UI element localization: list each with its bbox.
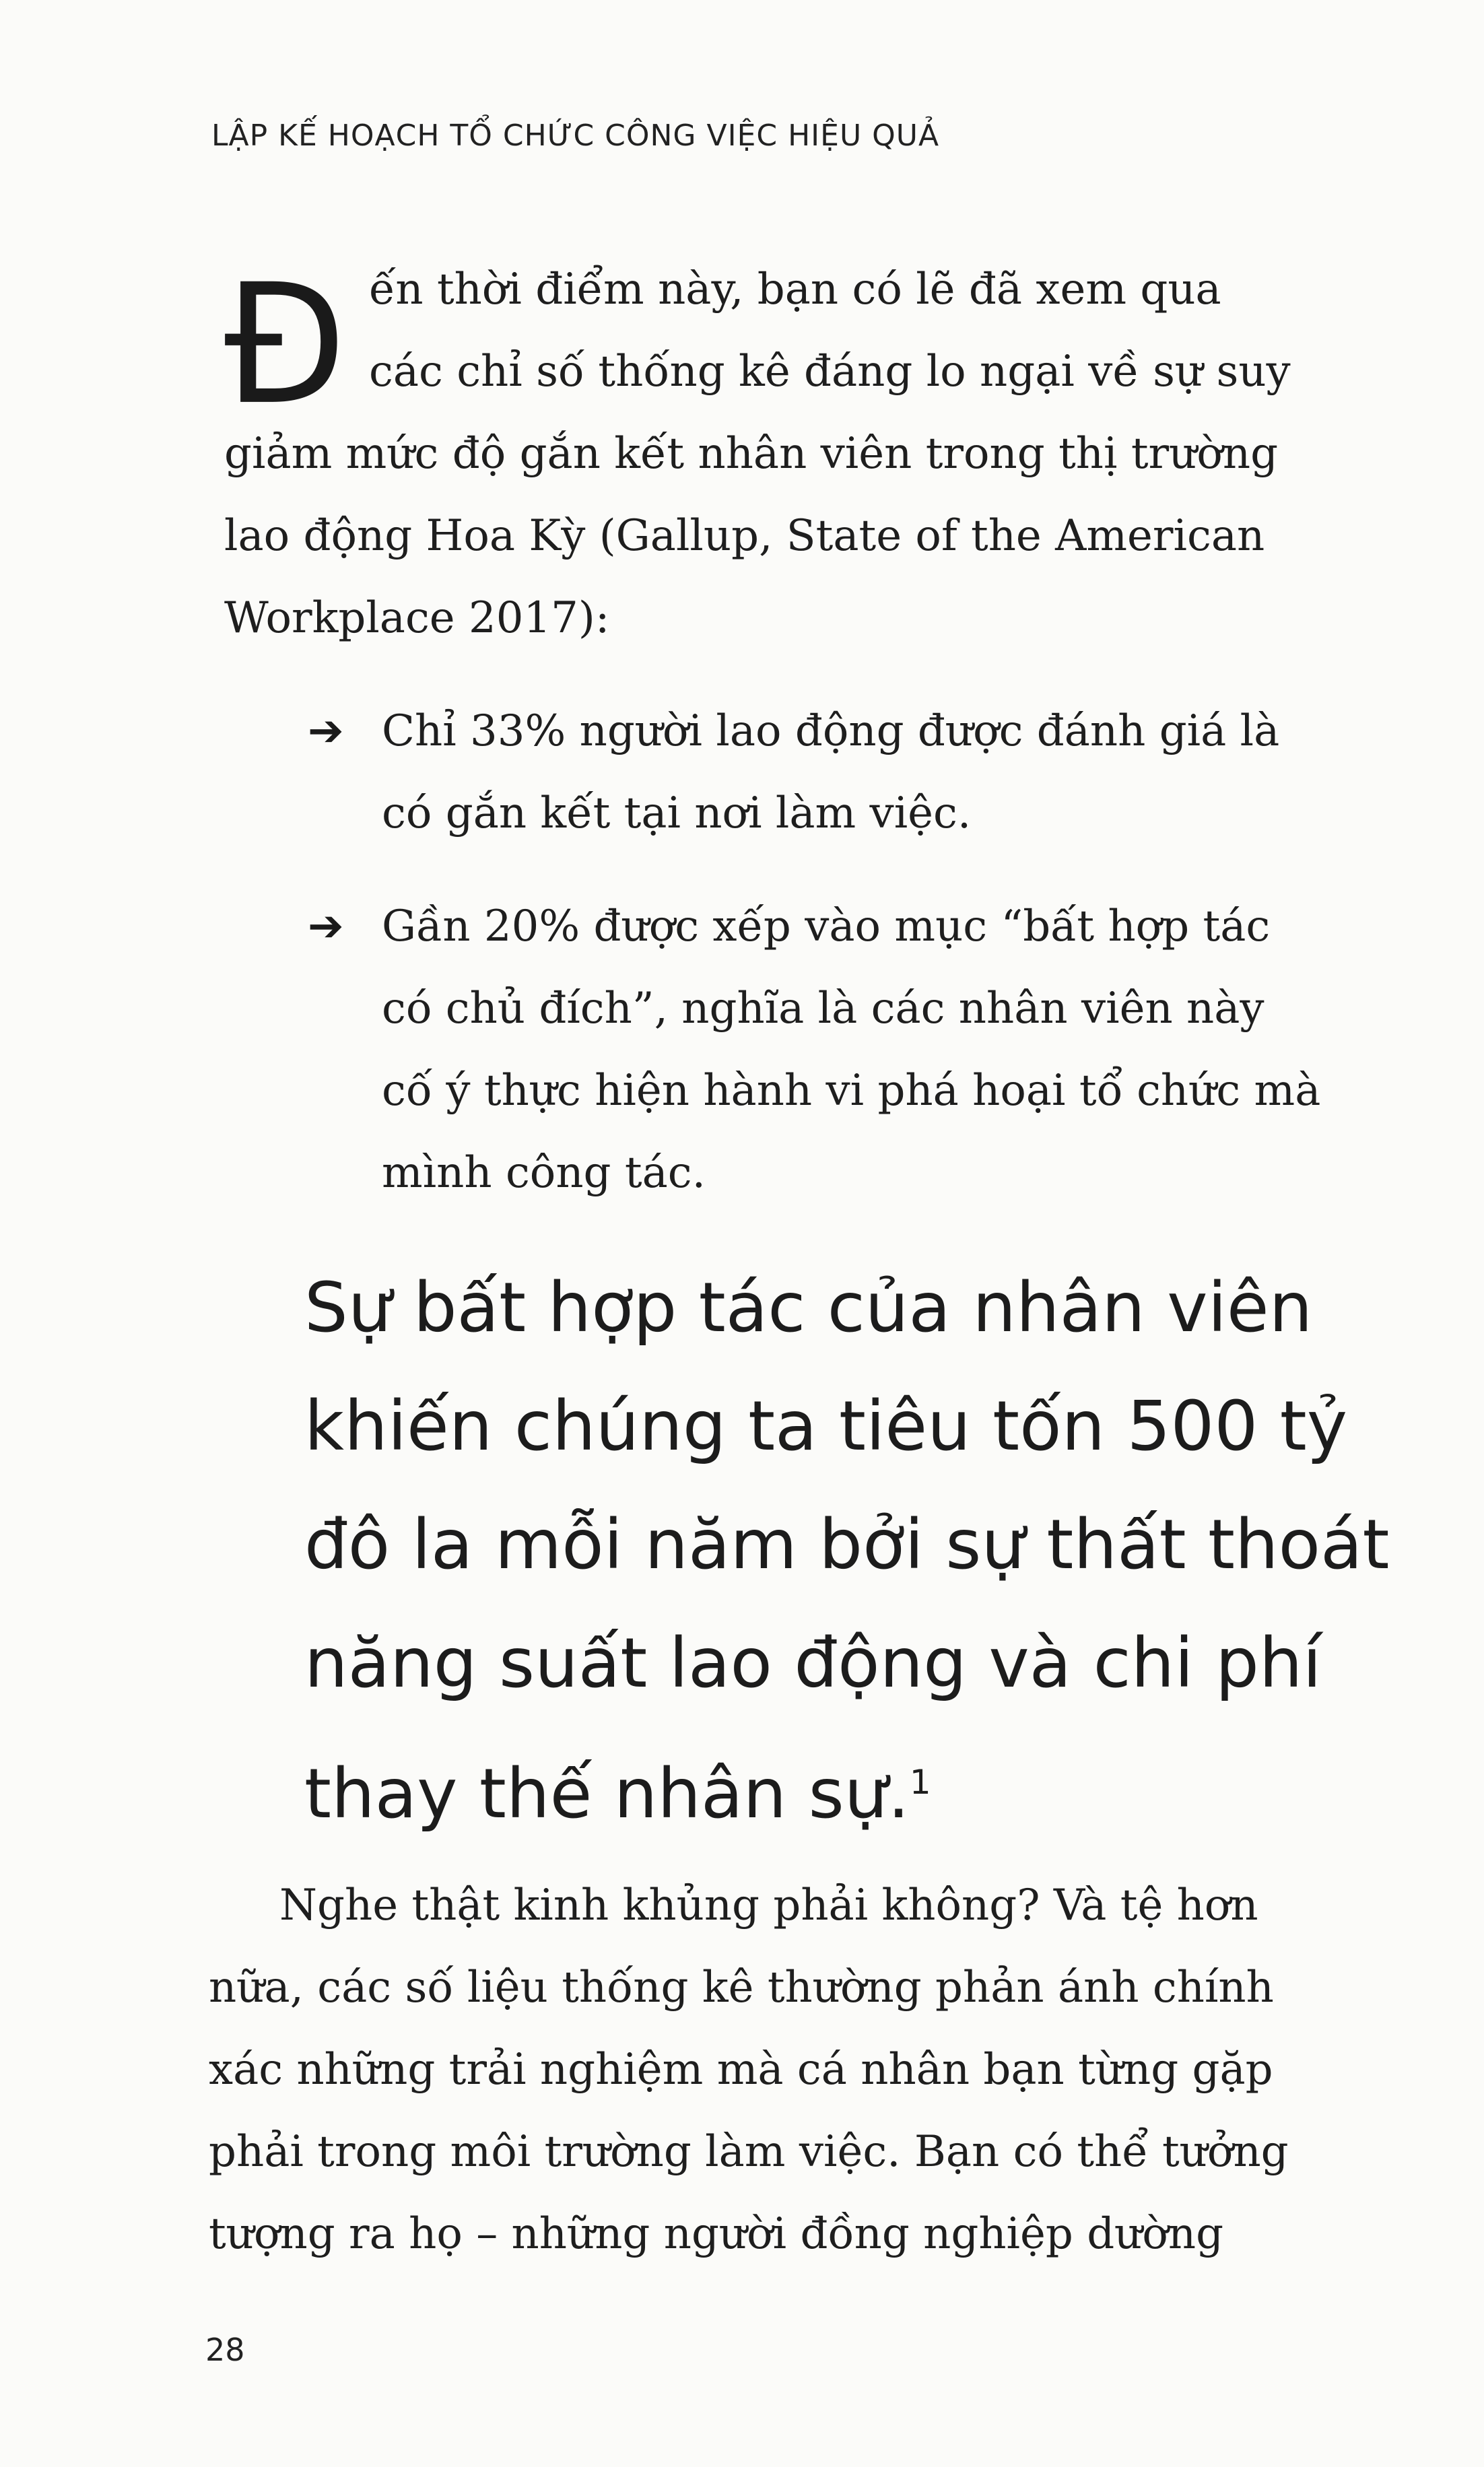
intro-line-1: ến thời điểm này, bạn có lẽ đã xem qua bbox=[369, 265, 1221, 314]
body-line: tượng ra họ – những người đồng nghiệp dường bbox=[209, 2209, 1224, 2259]
bullet-line: có chủ đích”, nghĩa là các nhân viên này bbox=[382, 984, 1264, 1034]
bullet-line: mình công tác. bbox=[382, 1148, 706, 1198]
intro-line-5: Workplace 2017): bbox=[224, 593, 610, 643]
body-line: Nghe thật kinh khủng phải không? Và tệ hơn bbox=[279, 1881, 1258, 1930]
intro-line-2: các chỉ số thống kê đáng lo ngại về sự suy bbox=[369, 347, 1291, 397]
bullet-line: Gần 20% được xếp vào mục “bất hợp tác bbox=[382, 902, 1271, 951]
pull-quote-line-last bbox=[304, 1743, 931, 1834]
bullet-line: Chỉ 33% người lao động được đánh giá là bbox=[382, 706, 1280, 756]
pull-quote-line: Sự bất hợp tác của nhân viên bbox=[304, 1268, 1313, 1348]
body-line: xác những trải nghiệm mà cá nhân bạn từng gặp bbox=[209, 2045, 1273, 2095]
body-line: nữa, các số liệu thống kê thường phản ánh chính bbox=[209, 1963, 1274, 2013]
pull-quote-line: khiến chúng ta tiêu tốn 500 tỷ bbox=[304, 1386, 1348, 1466]
pull-quote-line: đô la mỗi năm bởi sự thất thoát bbox=[304, 1505, 1390, 1585]
footnote-marker: 1 bbox=[909, 1763, 931, 1802]
intro-line-3: giảm mức độ gắn kết nhân viên trong thị trường bbox=[224, 429, 1279, 479]
page-number: 28 bbox=[205, 2332, 245, 2368]
arrow-right-icon: ➔ bbox=[308, 706, 344, 756]
pull-quote-line: năng suất lao động và chi phí bbox=[304, 1623, 1322, 1703]
body-line: phải trong môi trường làm việc. Bạn có thể tưởng bbox=[209, 2127, 1289, 2177]
bullet-line: có gắn kết tại nơi làm việc. bbox=[382, 788, 972, 838]
intro-line-4: lao động Hoa Kỳ (Gallup, State of the American bbox=[224, 511, 1265, 561]
arrow-right-icon: ➔ bbox=[308, 902, 344, 951]
bullet-line: cố ý thực hiện hành vi phá hoại tổ chức mà bbox=[382, 1066, 1321, 1116]
running-header: LẬP KẾ HOẠCH TỔ CHỨC CÔNG VIỆC HIỆU QUẢ bbox=[211, 119, 940, 153]
drop-cap: Đ bbox=[224, 249, 347, 442]
pull-quote-line-text: thay thế nhân sự. bbox=[304, 1754, 910, 1834]
